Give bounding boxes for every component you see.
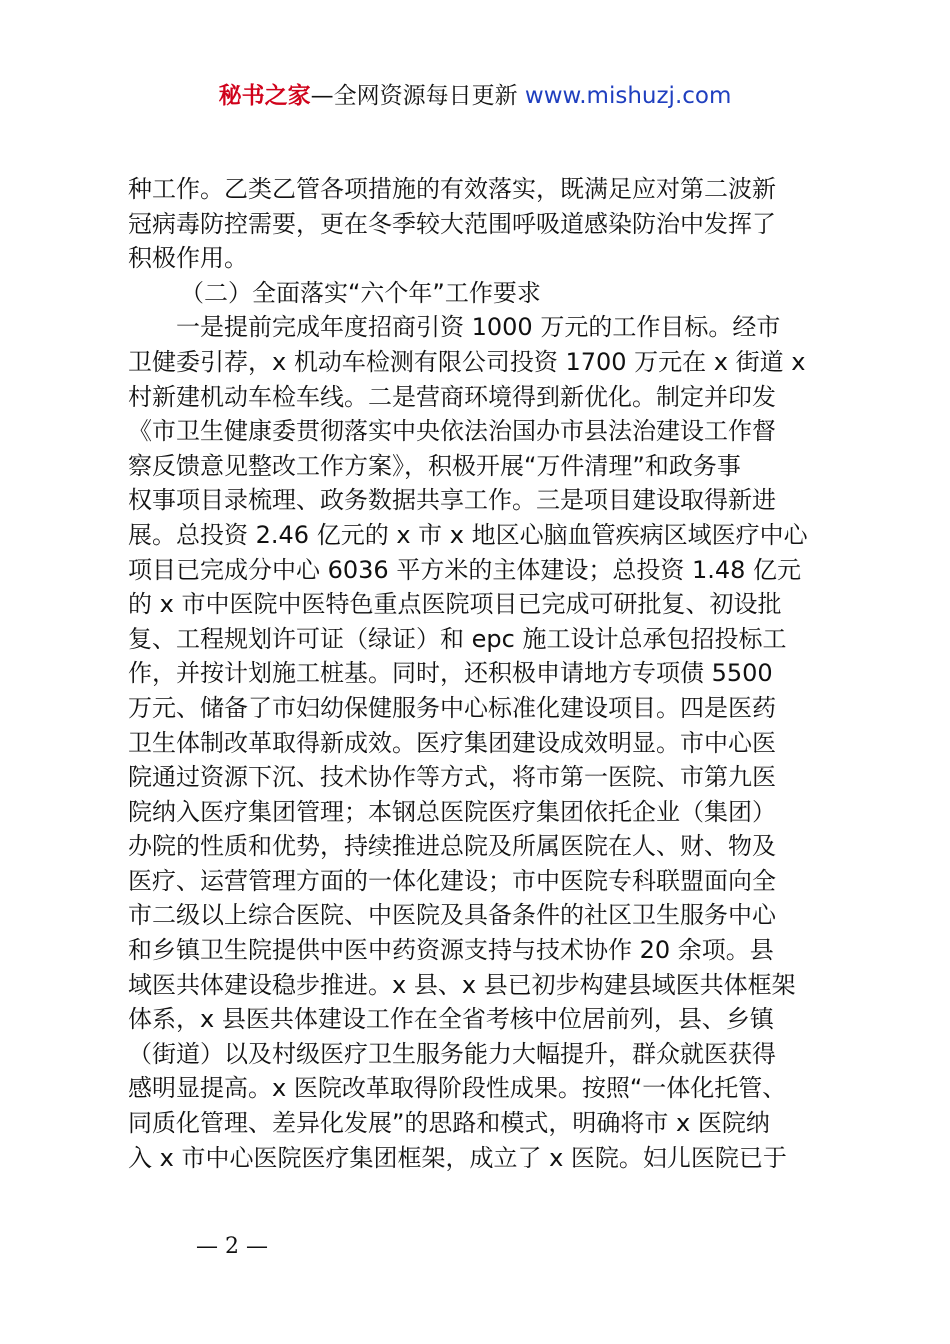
- text-line: 院通过资源下沉、技术协作等方式，将市第一医院、市第九医: [128, 763, 776, 792]
- document-body: [128, 172, 828, 1175]
- text-line: 项目已完成分中心 6036 平方米的主体建设；总投资 1.48 亿元: [128, 555, 802, 584]
- text-line: 权事项目录梳理、政务数据共享工作。三是项目建设取得新进: [128, 486, 776, 515]
- text-line: 《市卫生健康委贯彻落实中央依法治国办市县法治建设工作督: [128, 417, 776, 446]
- banner-slogan: —全网资源每日更新: [310, 83, 518, 109]
- text-line: 医疗、运营管理方面的一体化建设；市中医院专科联盟面向全: [128, 866, 776, 895]
- text-line: 卫生体制改革取得新成效。医疗集团建设成效明显。市中心医: [128, 728, 776, 757]
- section-heading: （二）全面落实“六个年”工作要求: [180, 278, 541, 307]
- site-banner: [0, 78, 950, 114]
- text-line: 种工作。乙类乙管各项措施的有效落实，既满足应对第二波新: [128, 175, 776, 203]
- text-line: 作，并按计划施工桩基。同时，还积极申请地方专项债 5500: [128, 659, 773, 688]
- site-url-link[interactable]: www.mishuzj.com: [524, 83, 732, 109]
- text-line: 村新建机动车检车线。二是营商环境得到新优化。制定并印发: [128, 382, 776, 411]
- text-line: 卫健委引荐，x 机动车检测有限公司投资 1700 万元在 x 街道 x: [128, 347, 806, 376]
- text-line: 域医共体建设稳步推进。x 县、x 县已初步构建县域医共体框架: [128, 970, 796, 999]
- text-line: 同质化管理、差异化发展”的思路和模式，明确将市 x 医院纳: [128, 1109, 770, 1138]
- text-line: 冠病毒防控需要，更在冬季较大范围呼吸道感染防治中发挥了: [128, 209, 776, 238]
- text-line: （街道）以及村级医疗卫生服务能力大幅提升，群众就医获得: [128, 1039, 776, 1068]
- text-line: 市二级以上综合医院、中医院及具备条件的社区卫生服务中心: [128, 901, 776, 930]
- text-line: 积极作用。: [128, 244, 248, 273]
- text-line: 感明显提高。x 医院改革取得阶段性成果。按照“一体化托管、: [128, 1074, 787, 1103]
- text-line: 体系，x 县医共体建设工作在全省考核中位居前列，县、乡镇: [128, 1005, 774, 1034]
- text-line: 院纳入医疗集团管理；本钢总医院医疗集团依托企业（集团）: [128, 797, 776, 826]
- page-number: — 2 —: [196, 1234, 268, 1259]
- text-line: 展。总投资 2.46 亿元的 x 市 x 地区心脑血管疾病区域医疗中心: [128, 520, 808, 549]
- text-line: 入 x 市中心医院医疗集团框架，成立了 x 医院。妇儿医院已于: [128, 1143, 787, 1172]
- text-line: 复、工程规划许可证（绿证）和 epc 施工设计总承包招投标工: [128, 624, 787, 653]
- text-line: 万元、储备了市妇幼保健服务中心标准化建设项目。四是医药: [128, 693, 776, 722]
- text-line: 和乡镇卫生院提供中医中药资源支持与技术协作 20 余项。县: [128, 936, 774, 965]
- text-line: 的 x 市中医院中医特色重点医院项目已完成可研批复、初设批: [128, 590, 782, 619]
- brand-name: 秘书之家: [218, 83, 311, 109]
- text-line: 办院的性质和优势，持续推进总院及所属医院在人、财、物及: [128, 832, 776, 861]
- paragraph-start-line: 一是提前完成年度招商引资 1000 万元的工作目标。经市: [176, 313, 781, 342]
- text-line: 察反馈意见整改工作方案》，积极开展“万件清理”和政务事: [128, 451, 741, 480]
